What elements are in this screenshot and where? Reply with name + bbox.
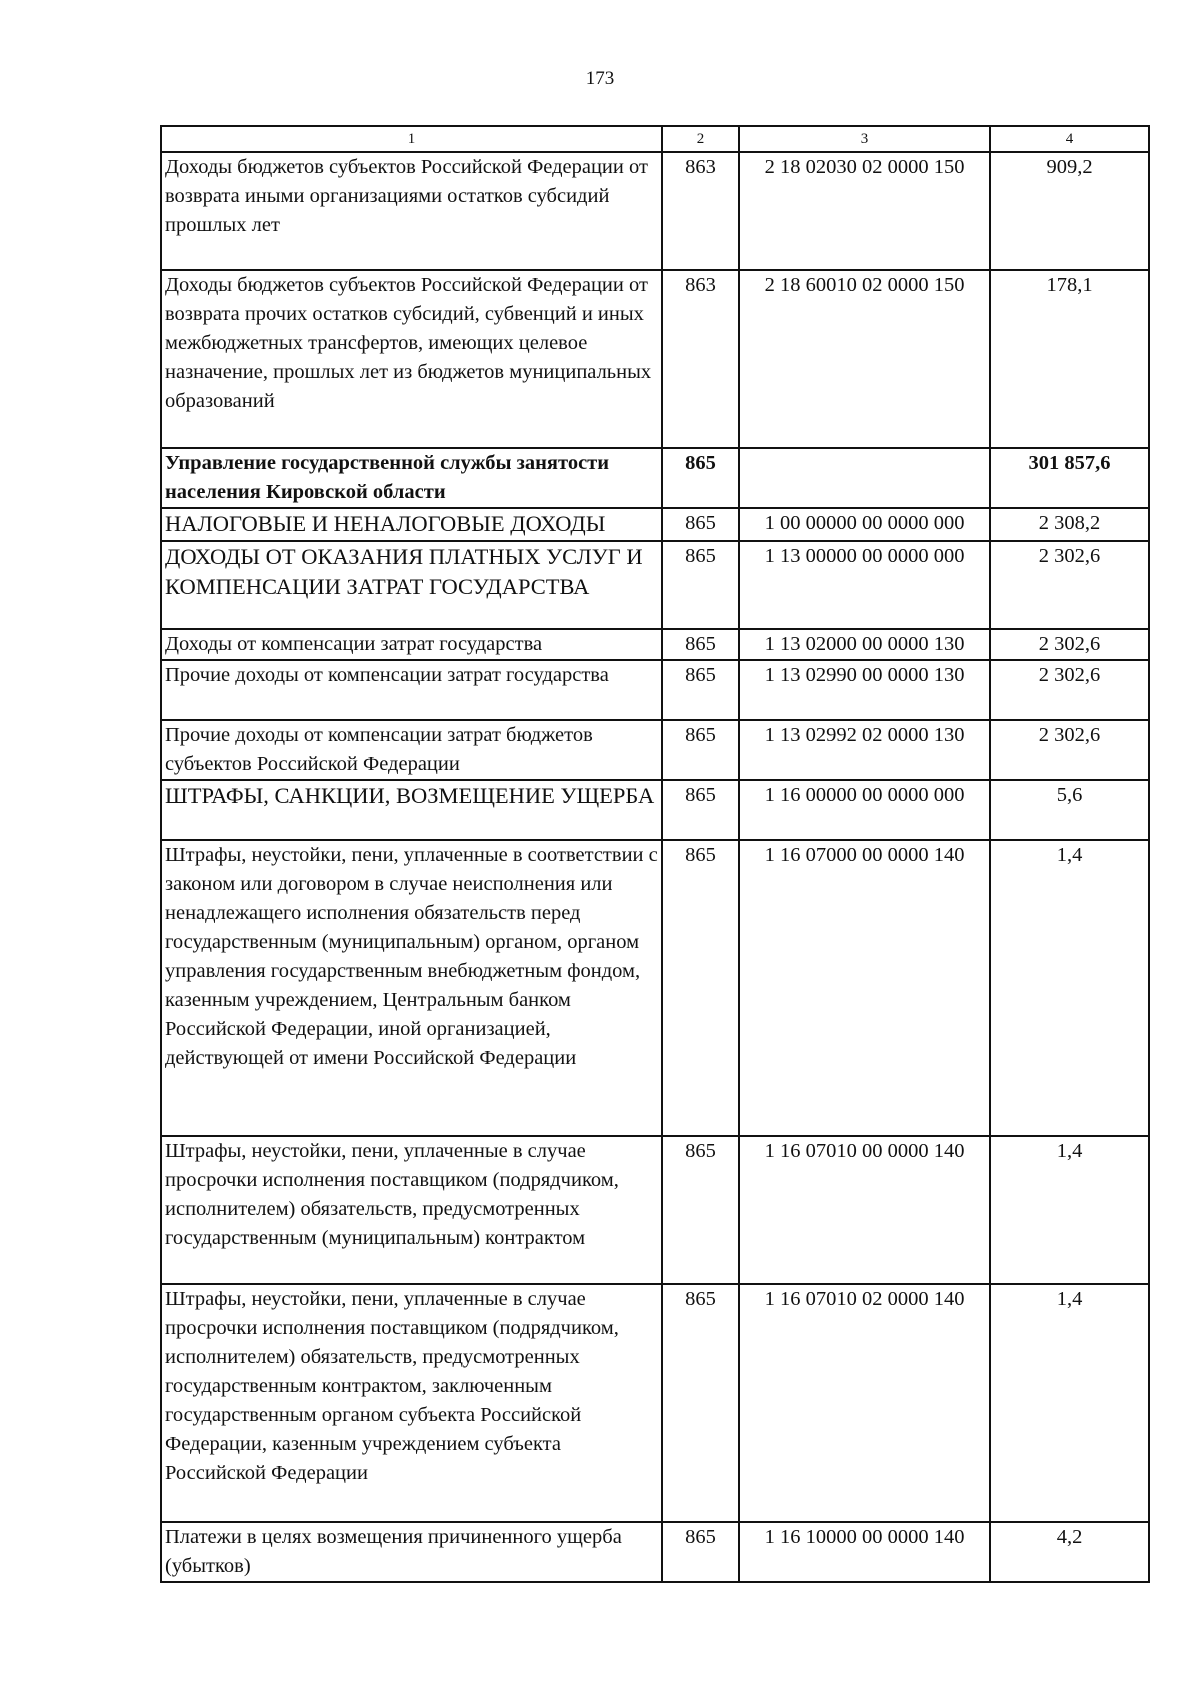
row-amount: 1,4: [990, 1284, 1149, 1522]
row-admin-code: 865: [662, 1136, 739, 1284]
table-row-section-heading: [161, 448, 1149, 508]
row-budget-code: 1 16 07000 00 0000 140: [739, 840, 990, 1136]
column-header-2: 2: [662, 126, 739, 152]
row-name: Прочие доходы от компенсации затрат бюджетов субъектов Российской Федерации: [161, 720, 662, 780]
row-admin-code: 865: [662, 508, 739, 541]
table-row: [161, 780, 1149, 840]
row-name: Доходы от компенсации затрат государства: [161, 629, 662, 660]
row-admin-code: 865: [662, 541, 739, 629]
row-name: Управление государственной службы занятости населения Кировской области: [161, 448, 662, 508]
row-admin-code: 865: [662, 448, 739, 508]
row-budget-code: 1 13 00000 00 0000 000: [739, 541, 990, 629]
row-admin-code: 865: [662, 660, 739, 720]
revenue-table: [160, 125, 1150, 1583]
row-name: Доходы бюджетов субъектов Российской Федерации от возврата прочих остатков субсидий, субвенций и иных межбюджетных трансфертов, имеющих целевое назначение, прошлых лет из бюджетов муниципальных образований: [161, 270, 662, 448]
table-row: [161, 270, 1149, 448]
row-name: Прочие доходы от компенсации затрат государства: [161, 660, 662, 720]
row-budget-code: 2 18 02030 02 0000 150: [739, 152, 990, 270]
row-budget-code: 1 13 02990 00 0000 130: [739, 660, 990, 720]
table-row: [161, 840, 1149, 1136]
page-number: 173: [585, 68, 615, 89]
row-admin-code: 863: [662, 270, 739, 448]
row-name: Доходы бюджетов субъектов Российской Федерации от возврата иными организациями остатков субсидий прошлых лет: [161, 152, 662, 270]
row-admin-code: 863: [662, 152, 739, 270]
row-admin-code: 865: [662, 1284, 739, 1522]
table-header-row: [161, 126, 1149, 152]
row-name: Платежи в целях возмещения причиненного ущерба (убытков): [161, 1522, 662, 1582]
column-header-4: 4: [990, 126, 1149, 152]
row-budget-code: 2 18 60010 02 0000 150: [739, 270, 990, 448]
table-row: [161, 541, 1149, 629]
row-name: Штрафы, неустойки, пени, уплаченные в случае просрочки исполнения поставщиком (подрядчиком, исполнителем) обязательств, предусмотренных государственным (муниципальным) контрактом: [161, 1136, 662, 1284]
row-budget-code: 1 13 02000 00 0000 130: [739, 629, 990, 660]
row-amount: 5,6: [990, 780, 1149, 840]
row-admin-code: 865: [662, 1522, 739, 1582]
row-amount: 2 302,6: [990, 660, 1149, 720]
row-name: ШТРАФЫ, САНКЦИИ, ВОЗМЕЩЕНИЕ УЩЕРБА: [161, 780, 662, 840]
table-row: [161, 1284, 1149, 1522]
row-name: НАЛОГОВЫЕ И НЕНАЛОГОВЫЕ ДОХОДЫ: [161, 508, 662, 541]
row-amount: 2 302,6: [990, 720, 1149, 780]
row-name: ДОХОДЫ ОТ ОКАЗАНИЯ ПЛАТНЫХ УСЛУГ И КОМПЕНСАЦИИ ЗАТРАТ ГОСУДАРСТВА: [161, 541, 662, 629]
row-budget-code: 1 16 00000 00 0000 000: [739, 780, 990, 840]
row-name: Штрафы, неустойки, пени, уплаченные в случае просрочки исполнения поставщиком (подрядчиком, исполнителем) обязательств, предусмотренных государственным контрактом, заключенным государственным органом субъекта Российской Федерации, казенным учреждением субъекта Российской Федерации: [161, 1284, 662, 1522]
row-amount: 301 857,6: [990, 448, 1149, 508]
row-amount: 178,1: [990, 270, 1149, 448]
row-budget-code: [739, 448, 990, 508]
row-name: Штрафы, неустойки, пени, уплаченные в соответствии с законом или договором в случае неисполнения или ненадлежащего исполнения обязательств перед государственным (муниципальным) органом, органом управления государственным внебюджетным фондом, казенным учреждением, Центральным банком Российской Федерации, иной организацией, действующей от имени Российской Федерации: [161, 840, 662, 1136]
row-amount: 1,4: [990, 840, 1149, 1136]
table-row: [161, 660, 1149, 720]
row-amount: 2 308,2: [990, 508, 1149, 541]
column-header-3: 3: [739, 126, 990, 152]
table-row: [161, 629, 1149, 660]
column-header-1: 1: [161, 126, 662, 152]
row-admin-code: 865: [662, 629, 739, 660]
table-row: [161, 152, 1149, 270]
row-amount: 2 302,6: [990, 541, 1149, 629]
row-budget-code: 1 16 10000 00 0000 140: [739, 1522, 990, 1582]
row-budget-code: 1 13 02992 02 0000 130: [739, 720, 990, 780]
row-budget-code: 1 16 07010 02 0000 140: [739, 1284, 990, 1522]
row-budget-code: 1 16 07010 00 0000 140: [739, 1136, 990, 1284]
table-row: [161, 508, 1149, 541]
table-row: [161, 1136, 1149, 1284]
table-row: [161, 720, 1149, 780]
row-amount: 4,2: [990, 1522, 1149, 1582]
row-admin-code: 865: [662, 780, 739, 840]
row-amount: 909,2: [990, 152, 1149, 270]
row-budget-code: 1 00 00000 00 0000 000: [739, 508, 990, 541]
table-row: [161, 1522, 1149, 1582]
row-admin-code: 865: [662, 840, 739, 1136]
row-amount: 2 302,6: [990, 629, 1149, 660]
row-admin-code: 865: [662, 720, 739, 780]
row-amount: 1,4: [990, 1136, 1149, 1284]
